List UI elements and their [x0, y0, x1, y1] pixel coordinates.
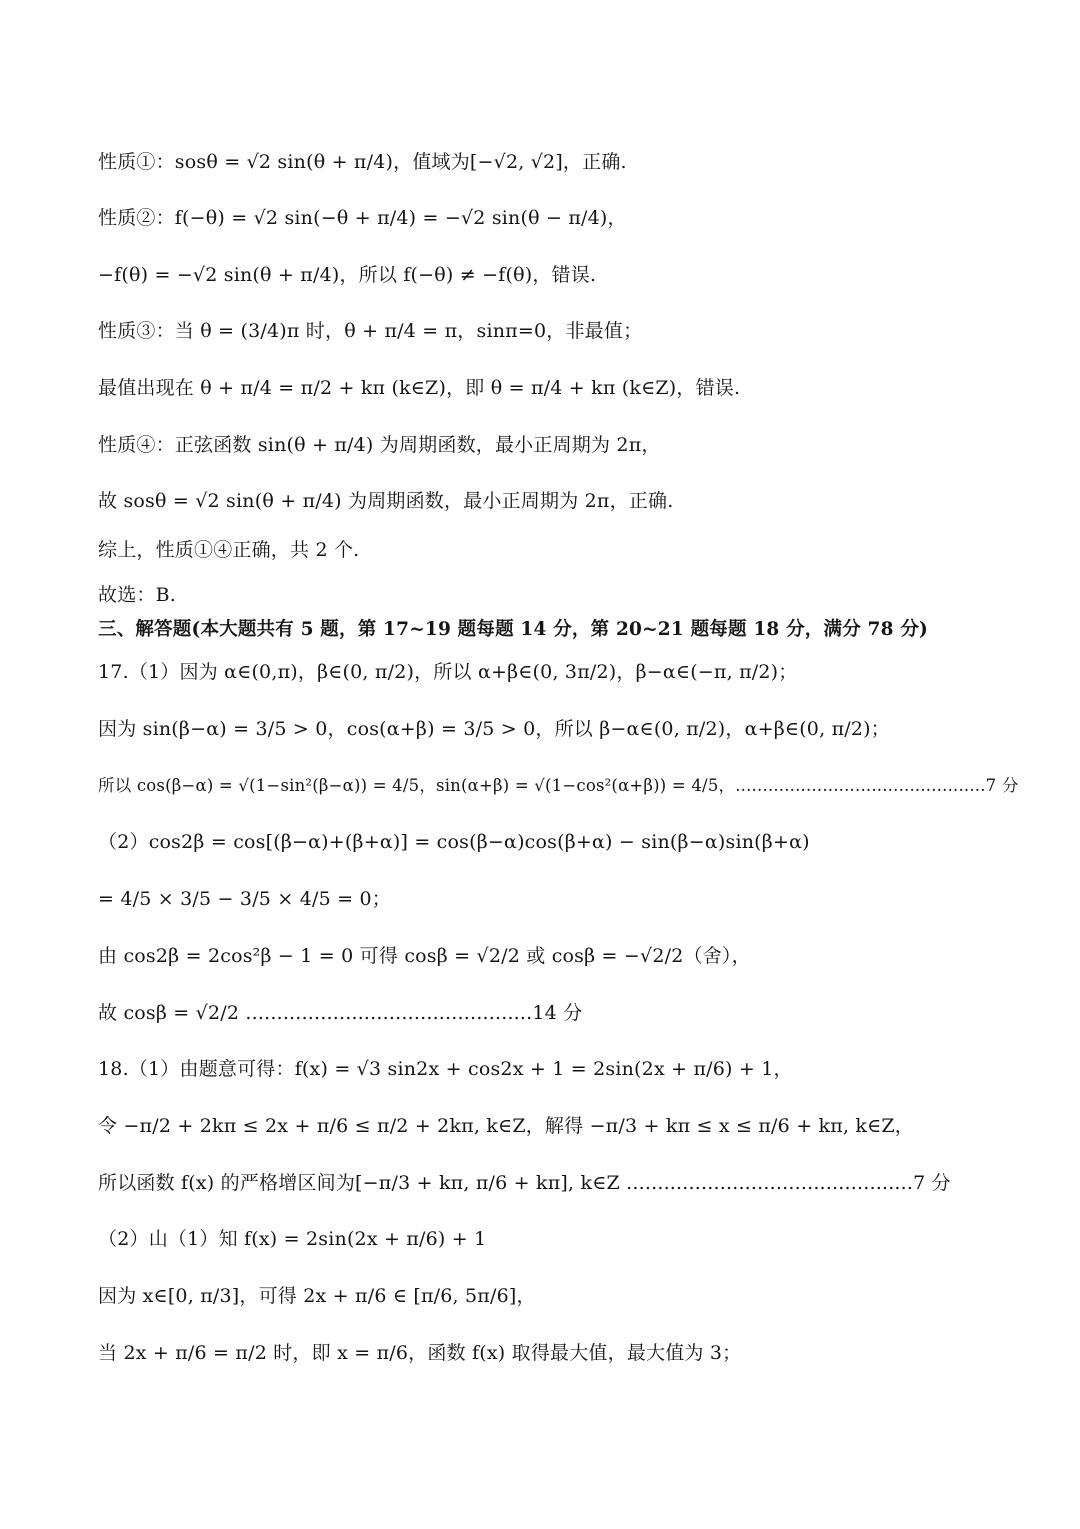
text-line-property-3a: 性质③：当 θ = (3/4)π 时，θ + π/4 = π，sinπ=0，非最值；: [98, 319, 643, 342]
text-line-q17-7: 故 cosβ = √2/2 ..............................................14 分: [98, 1001, 583, 1024]
text-line-q18-4: （2）山（1）知 f(x) = 2sin(2x + π/6) + 1: [98, 1227, 487, 1250]
text-line-property-3b: 最值出现在 θ + π/4 = π/2 + kπ (k∈Z)，即 θ = π/4 + kπ (k∈Z)，错误.: [98, 376, 741, 399]
text-line-property-4b: 故 sosθ = √2 sin(θ + π/4) 为周期函数，最小正周期为 2π，正确.: [98, 489, 674, 512]
text-line-q17-3: 所以 cos(β−α) = √(1−sin²(β−α)) = 4/5，sin(α+β) = √(1−cos²(α+β)) = 4/5，..............................................7 分: [98, 776, 1019, 795]
text-line-property-4a: 性质④：正弦函数 sin(θ + π/4) 为周期函数，最小正周期为 2π，: [98, 433, 661, 456]
text-line-q17-4: （2）cos2β = cos[(β−α)+(β+α)] = cos(β−α)cos(β+α) − sin(β−α)sin(β+α): [98, 830, 810, 853]
text-line-q17-1: 17.（1）因为 α∈(0,π)，β∈(0, π/2)，所以 α+β∈(0, 3π/2)，β−α∈(−π, π/2)；: [98, 660, 798, 683]
text-line-q18-3: 所以函数 f(x) 的严格增区间为[−π/3 + kπ, π/6 + kπ], k∈Z ..............................................7 分: [98, 1171, 951, 1194]
section-heading: 三、解答题(本大题共有 5 题，第 17~19 题每题 14 分，第 20~21 题每题 18 分，满分 78 分): [98, 619, 928, 640]
text-line-q17-2: 因为 sin(β−α) = 3/5 > 0，cos(α+β) = 3/5 > 0，所以 β−α∈(0, π/2)，α+β∈(0, π/2)；: [98, 717, 890, 740]
text-line-q18-5: 因为 x∈[0, π/3]，可得 2x + π/6 ∈ [π/6, 5π/6]，: [98, 1284, 536, 1307]
text-line-q18-6: 当 2x + π/6 = π/2 时，即 x = π/6，函数 f(x) 取得最大值，最大值为 3；: [98, 1341, 742, 1364]
text-line-q18-1: 18.（1）由题意可得：f(x) = √3 sin2x + cos2x + 1 = 2sin(2x + π/6) + 1，: [98, 1057, 793, 1080]
text-line-q17-6: 由 cos2β = 2cos²β − 1 = 0 可得 cosβ = √2/2 或 cosβ = −√2/2（舍），: [98, 944, 751, 967]
text-line-property-2a: 性质②：f(−θ) = √2 sin(−θ + π/4) = −√2 sin(θ − π/4)，: [98, 206, 627, 229]
text-line-summary: 综上，性质①④正确，共 2 个.: [98, 538, 360, 561]
text-line-property-1: 性质①：sosθ = √2 sin(θ + π/4)，值域为[−√2, √2]，正确.: [98, 150, 627, 173]
text-line-q17-5: = 4/5 × 3/5 − 3/5 × 4/5 = 0；: [98, 887, 391, 910]
text-line-property-2b: −f(θ) = −√2 sin(θ + π/4)，所以 f(−θ) ≠ −f(θ)，错误.: [98, 263, 597, 286]
text-line-answer: 故选：B.: [98, 583, 177, 606]
text-line-q18-2: 令 −π/2 + 2kπ ≤ 2x + π/6 ≤ π/2 + 2kπ, k∈Z，解得 −π/3 + kπ ≤ x ≤ π/6 + kπ, k∈Z，: [98, 1114, 915, 1137]
